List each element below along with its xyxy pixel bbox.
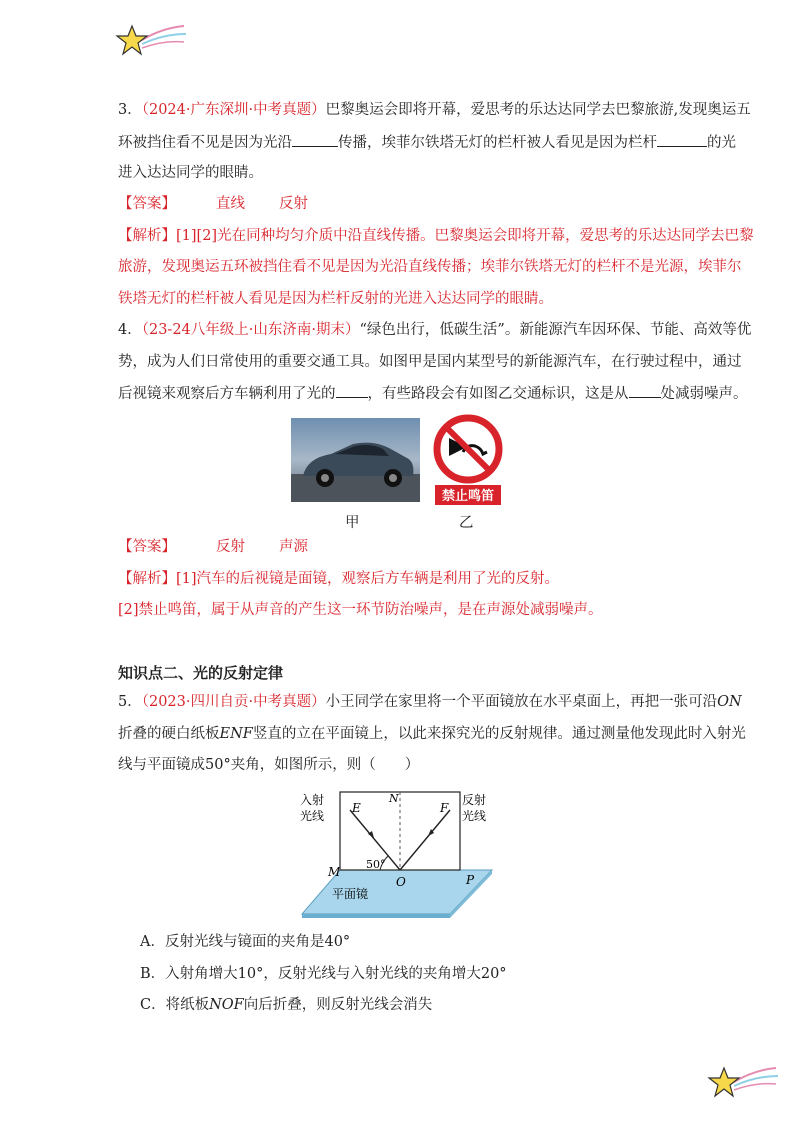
q5-option-b: B．入射角增大10°，反射光线与入射光线的夹角增大20° [140, 966, 507, 982]
q3-line2: 环被挡住看不见是因为光沿 传播，埃菲尔铁塔无灯的栏杆被人看见是因为栏杆 的光 [118, 132, 736, 153]
caption-jia: 甲 [345, 515, 360, 531]
q4-blank-1 [336, 383, 368, 398]
q3-analysis-2: 旅游，发现奥运五环被挡住看不见是因为光沿直线传播；埃菲尔铁塔无灯的栏杆不是光源，埃菲尔 [118, 259, 742, 275]
q3-line3: 进入达达同学的眼睛。 [118, 165, 263, 181]
q3-analysis-1: 【解析】[1][2]光在同种均匀介质中沿直线传播。巴黎奥运会即将开幕，爱思考的乐达达同学去巴黎 [118, 228, 754, 244]
label-F: F [440, 801, 449, 815]
section-heading: 知识点二、光的反射定律 [118, 664, 284, 682]
q3-source: （2024·广东深圳·中考真题） [141, 102, 326, 118]
label-angle: 50° [366, 858, 386, 871]
q3-analysis-3: 铁塔无灯的栏杆被人看见是因为栏杆反射的光进入达达同学的眼睛。 [118, 291, 553, 307]
q4-line2: 势，成为人们日常使用的重要交通工具。如图甲是国内某型号的新能源汽车，在行驶过程中，通过 [118, 354, 742, 370]
q4-analysis-2: [2]禁止鸣笛，属于从声音的产生这一环节防治噪声，是在声源处减弱噪声。 [118, 602, 603, 618]
sign-text: 禁止鸣笛 [441, 489, 495, 504]
q4-source: （23-24八年级上·山东济南·期末） [141, 322, 360, 338]
label-incident-1: 入射 [300, 793, 325, 807]
q5-source: （2023·四川自贡·中考真题） [141, 694, 326, 710]
no-horn-sign-icon [433, 414, 503, 506]
label-P: P [466, 873, 475, 887]
q5-option-a: A．反射光线与镜面的夹角是40° [140, 934, 351, 950]
q4-answer: 【答案】 反射 声源 [118, 539, 308, 555]
label-reflect-1: 反射 [462, 793, 487, 807]
q3-blank-1 [292, 132, 338, 147]
label-mirror: 平面镜 [332, 887, 369, 901]
label-M: M [328, 865, 341, 879]
label-O: O [396, 875, 406, 889]
label-incident-2: 光线 [300, 809, 325, 823]
label-E: E [352, 801, 361, 815]
label-N: N [389, 792, 399, 805]
q3-blank-2 [657, 132, 707, 147]
star-decoration-bottom-icon [704, 1060, 784, 1102]
car-photo [291, 418, 420, 502]
q4-line1: 4．（23-24八年级上·山东济南·期末）“绿色出行，低碳生活”。新能源汽车因环保、节能、高效等优 [118, 322, 752, 338]
q4-blank-2 [629, 383, 661, 398]
label-reflect-2: 光线 [462, 809, 487, 823]
q4-analysis-1: 【解析】[1]汽车的后视镜是面镜，观察后方车辆是利用了光的反射。 [118, 571, 560, 587]
q5-option-c: C．将纸板NOF向后折叠，则反射光线会消失 [140, 997, 433, 1013]
q5-line2: 折叠的硬白纸板ENF竖直的立在平面镜上，以此来探究光的反射规律。通过测量他发现此时入射光 [118, 726, 746, 742]
reflection-diagram [300, 782, 500, 920]
q5-line1: 5．（2023·四川自贡·中考真题）小王同学在家里将一个平面镜放在水平桌面上，再把一张可沿ON [118, 694, 742, 710]
q3-answer: 【答案】 直线 反射 [118, 196, 308, 212]
star-decoration-top-icon [112, 18, 192, 60]
caption-yi: 乙 [459, 515, 474, 531]
q3-line1: 3．（2024·广东深圳·中考真题）巴黎奥运会即将开幕，爱思考的乐达达同学去巴黎旅游,发现奥运五 [118, 102, 751, 118]
q5-line3: 线与平面镜成50°夹角，如图所示，则（ ） [118, 757, 420, 773]
q4-line3: 后视镜来观察后方车辆利用了光的 ，有些路段会有如图乙交通标识，这是从 处减弱噪声。 [118, 383, 748, 404]
